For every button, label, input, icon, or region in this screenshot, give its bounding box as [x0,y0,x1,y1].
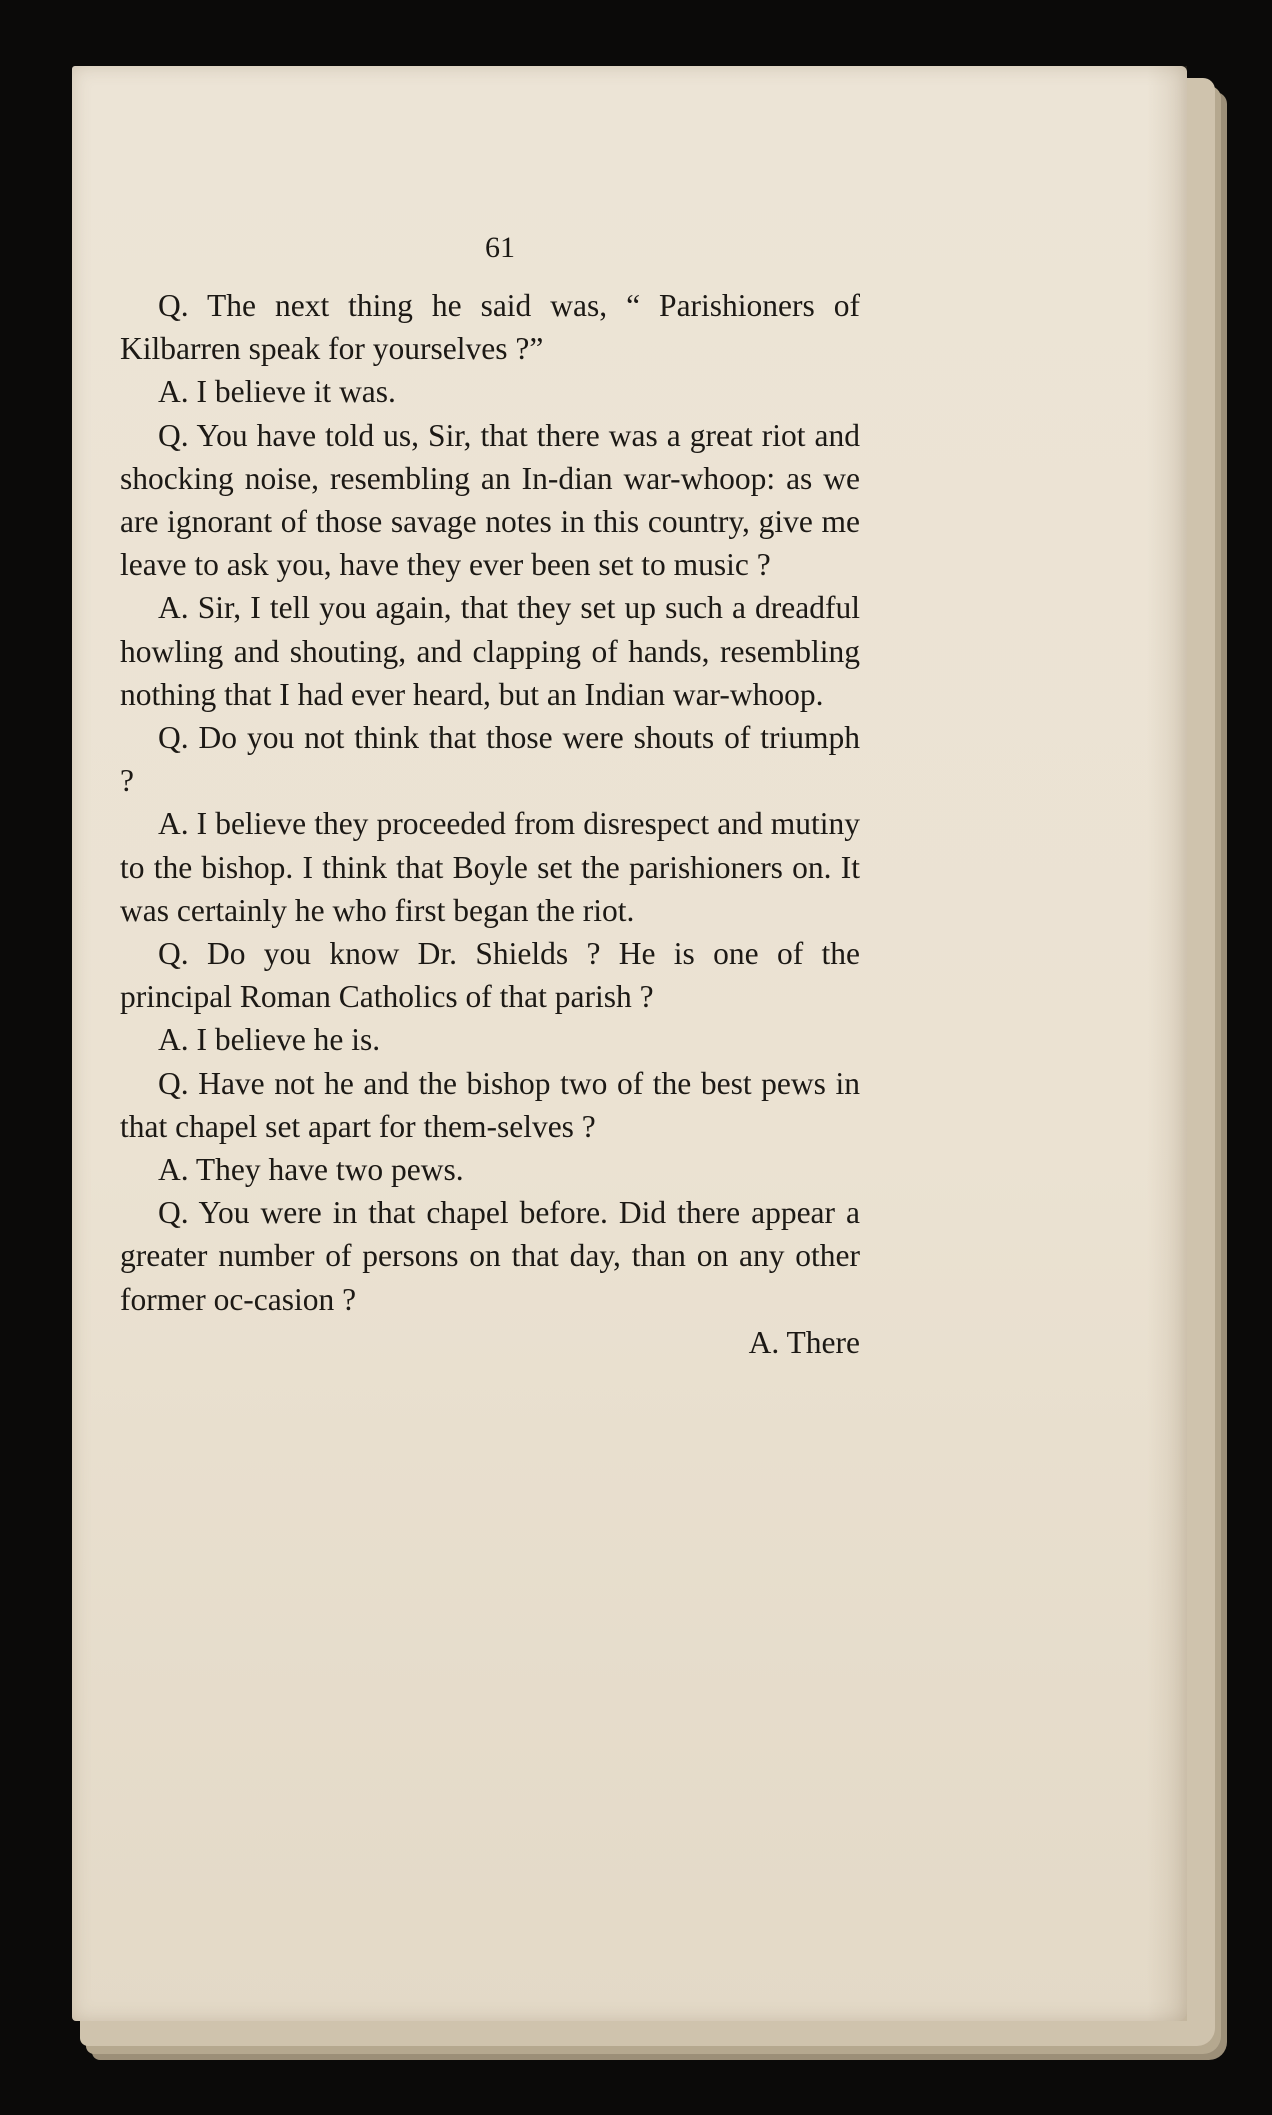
catchword: A. There [748,1324,860,1360]
page-number: 61 [485,231,515,264]
paragraph-4: A. Sir, I tell you again, that they set up such a dreadful howling and shouting, and clapping of hands, resembling nothing that I had ever heard, but an Indian war-whoop. [120,590,860,712]
paragraph-2: A. I believe it was. [158,374,396,410]
paragraph-6: A. I believe they proceeded from disrespect and mutiny to the bishop. I think that Boyle set the parishioners on. It was certainly he who first began the riot. [120,806,860,928]
paragraph-3: Q. You have told us, Sir, that there was a great riot and shocking noise, resembling an In-dian war-whoop: as we are ignorant of those savage notes in this country, give me leave to ask you, have they ever been set to music ? [120,417,860,583]
paragraph-7: Q. Do you know Dr. Shields ? He is one of the principal Roman Catholics of that parish ? [120,936,860,1015]
paragraph-8: A. I believe he is. [158,1022,381,1058]
page-text [120,230,860,1364]
paragraph-9: Q. Have not he and the bishop two of the best pews in that chapel set apart for them-selves ? [120,1065,860,1144]
paragraph-5: Q. Do you not think that those were shouts of triumph ? [120,720,860,799]
paragraph-10: A. They have two pews. [158,1152,464,1188]
paragraph-1: Q. The next thing he said was, “ Parishioners of Kilbarren speak for yourselves ?” [120,288,860,367]
paragraph-11: Q. You were in that chapel before. Did there appear a greater number of persons on that day, than on any other former oc-casion ? [120,1195,860,1317]
